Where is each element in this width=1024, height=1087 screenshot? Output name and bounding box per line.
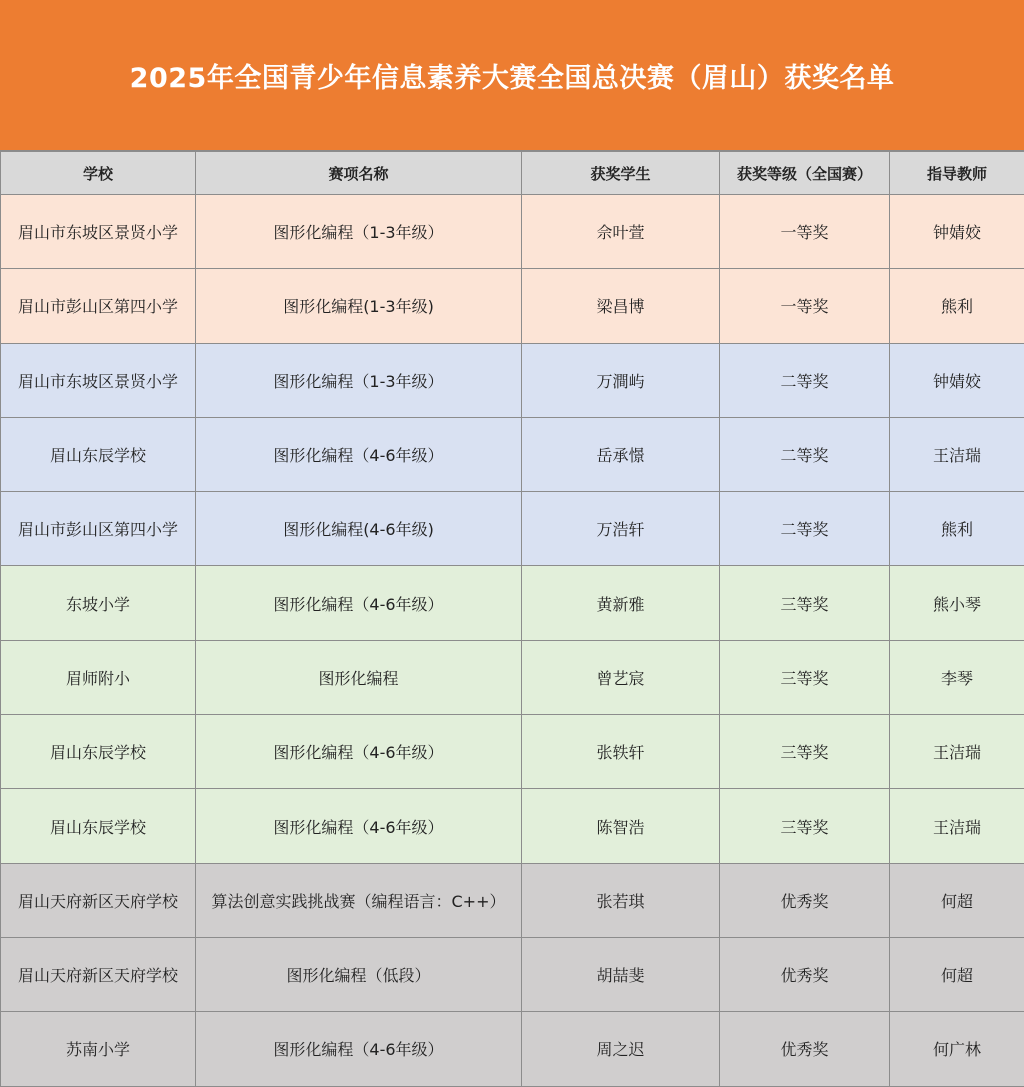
level-cell: 优秀奖 (720, 1012, 890, 1086)
student-cell: 胡喆斐 (522, 937, 720, 1011)
header-teacher: 指导教师 (890, 152, 1024, 195)
teacher-cell: 钟婧姣 (890, 343, 1024, 417)
school-cell: 眉山天府新区天府学校 (1, 863, 196, 937)
school-cell: 东坡小学 (1, 566, 196, 640)
school-cell: 眉山市彭山区第四小学 (1, 269, 196, 343)
teacher-cell: 王洁瑞 (890, 789, 1024, 863)
school-cell: 眉山东辰学校 (1, 789, 196, 863)
student-cell: 梁昌博 (522, 269, 720, 343)
level-cell: 三等奖 (720, 789, 890, 863)
level-cell: 优秀奖 (720, 863, 890, 937)
student-cell: 万浩轩 (522, 492, 720, 566)
header-school: 学校 (1, 152, 196, 195)
event-cell: 图形化编程（低段） (196, 937, 522, 1011)
event-cell: 图形化编程（4-6年级） (196, 417, 522, 491)
title-banner (0, 0, 1024, 151)
event-cell: 图形化编程（1-3年级） (196, 195, 522, 269)
table-row (1, 269, 1024, 343)
table-row (1, 566, 1024, 640)
level-cell: 三等奖 (720, 640, 890, 714)
school-cell: 苏南小学 (1, 1012, 196, 1086)
student-cell: 黄新雅 (522, 566, 720, 640)
level-cell: 三等奖 (720, 566, 890, 640)
header-event: 赛项名称 (196, 152, 522, 195)
teacher-cell: 熊小琴 (890, 566, 1024, 640)
table-row (1, 417, 1024, 491)
school-cell: 眉山市东坡区景贤小学 (1, 343, 196, 417)
event-cell: 图形化编程 (196, 640, 522, 714)
student-cell: 周之迟 (522, 1012, 720, 1086)
table-row (1, 863, 1024, 937)
event-cell: 图形化编程（4-6年级） (196, 715, 522, 789)
school-cell: 眉山市彭山区第四小学 (1, 492, 196, 566)
table-row (1, 195, 1024, 269)
school-cell: 眉师附小 (1, 640, 196, 714)
student-cell: 张轶轩 (522, 715, 720, 789)
table-row (1, 789, 1024, 863)
student-cell: 曾艺宸 (522, 640, 720, 714)
level-cell: 三等奖 (720, 715, 890, 789)
event-cell: 图形化编程（4-6年级） (196, 1012, 522, 1086)
student-cell: 陈智浩 (522, 789, 720, 863)
school-cell: 眉山天府新区天府学校 (1, 937, 196, 1011)
event-cell: 图形化编程(4-6年级) (196, 492, 522, 566)
teacher-cell: 王洁瑞 (890, 417, 1024, 491)
teacher-cell: 何广林 (890, 1012, 1024, 1086)
event-cell: 算法创意实践挑战赛（编程语言：C++） (196, 863, 522, 937)
level-cell: 二等奖 (720, 492, 890, 566)
event-cell: 图形化编程（1-3年级） (196, 343, 522, 417)
header-level: 获奖等级（全国赛） (720, 152, 890, 195)
table-row (1, 937, 1024, 1011)
student-cell: 万澗屿 (522, 343, 720, 417)
level-cell: 二等奖 (720, 343, 890, 417)
student-cell: 张若琪 (522, 863, 720, 937)
header-row (1, 152, 1024, 195)
header-student: 获奖学生 (522, 152, 720, 195)
event-cell: 图形化编程（4-6年级） (196, 566, 522, 640)
table-row (1, 640, 1024, 714)
teacher-cell: 何超 (890, 937, 1024, 1011)
teacher-cell: 李琴 (890, 640, 1024, 714)
level-cell: 二等奖 (720, 417, 890, 491)
level-cell: 一等奖 (720, 269, 890, 343)
level-cell: 一等奖 (720, 195, 890, 269)
school-cell: 眉山东辰学校 (1, 417, 196, 491)
school-cell: 眉山市东坡区景贤小学 (1, 195, 196, 269)
teacher-cell: 钟婧姣 (890, 195, 1024, 269)
school-cell: 眉山东辰学校 (1, 715, 196, 789)
student-cell: 佘叶萱 (522, 195, 720, 269)
level-cell: 优秀奖 (720, 937, 890, 1011)
page-title: 2025年全国青少年信息素养大赛全国总决赛（眉山）获奖名单 (130, 56, 895, 95)
table-row (1, 343, 1024, 417)
table-row (1, 492, 1024, 566)
teacher-cell: 王洁瑞 (890, 715, 1024, 789)
event-cell: 图形化编程（4-6年级） (196, 789, 522, 863)
teacher-cell: 熊利 (890, 492, 1024, 566)
student-cell: 岳承憬 (522, 417, 720, 491)
event-cell: 图形化编程(1-3年级) (196, 269, 522, 343)
teacher-cell: 熊利 (890, 269, 1024, 343)
teacher-cell: 何超 (890, 863, 1024, 937)
award-table (0, 151, 1024, 1087)
table-row (1, 1012, 1024, 1086)
table-row (1, 715, 1024, 789)
